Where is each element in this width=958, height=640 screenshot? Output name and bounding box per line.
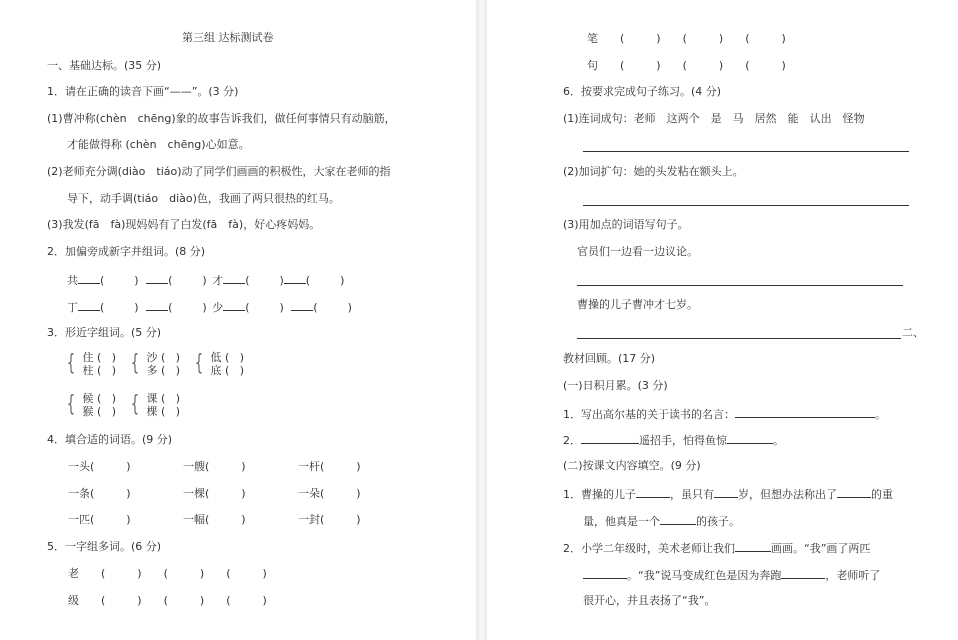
section-heading: 教材回顾。(17 分) [563,352,656,365]
document-page-right [487,0,958,640]
question-text: 官员们一边看一边议论。 [577,245,698,258]
char: 猴 [82,405,94,418]
measure-word-item: 一条( ) [68,487,131,500]
page-gutter [476,0,487,640]
paren: ) [279,301,284,314]
answer-line[interactable] [577,338,901,339]
section-heading: 一、基础达标。(35 分) [47,59,162,72]
measure-word-item: 一棵( ) [183,487,246,500]
paren: ) [202,274,207,287]
brace-icon: { [66,351,76,376]
similar-char-pair: { 沙 ( ) 多 ( ) [130,351,181,377]
question-heading: 5．一字组多词。(6 分) [47,540,162,553]
question-heading: 3．形近字组词。(5 分) [47,326,162,339]
char: 丁 [67,301,78,314]
answer-blank[interactable] [837,486,871,498]
char: 才 [212,274,224,287]
answer-blank[interactable] [146,299,168,311]
answer-blank[interactable] [581,432,639,444]
paren: ) [134,274,139,287]
question-text: (1)曹冲称(chèn chēng)象的故事告诉我们，做任何事情只有动脑筋， [47,112,396,125]
answer-blank[interactable] [583,567,627,579]
measure-word-item: 一朵( ) [298,487,361,500]
brace-icon: { [66,392,76,417]
question-text: 1．写出高尔基的关于读书的名言： 。 [563,408,886,421]
paren: ) [279,274,284,287]
paren: ) [134,301,139,314]
answer-blank[interactable] [146,272,168,284]
answer-blank[interactable] [223,299,245,311]
section-number: 二、 [902,326,924,339]
answer-blank[interactable] [291,299,313,311]
char: 共 [67,274,78,287]
paren: ) [340,274,345,287]
answer-blank[interactable] [223,272,245,284]
paren: ( [168,274,173,287]
question-text: 才能做得称 (chèn chēng)心如意。 [67,138,250,151]
measure-word-item: 一匹( ) [68,513,131,526]
paren: ( [245,301,250,314]
brace-icon: { [194,351,204,376]
question-heading: 2．加偏旁成新字并组词。(8 分) [47,245,206,258]
question-heading: 1．请在正确的读音下画“——”。(3 分) [47,85,239,98]
word-group-row: 笔 ( ) ( ) ( ) [587,32,786,45]
question-text: (2)老师充分调(diào tiáo)动了同学们画画的积极性，大家在老师的指 [47,165,391,178]
radical-row [67,272,344,288]
answer-blank[interactable] [735,540,771,552]
word-group-row: 老 ( ) ( ) ( ) [68,567,267,580]
question-text: 曹操的儿子曹冲才七岁。 [577,298,698,311]
answer-blank[interactable] [284,272,306,284]
measure-word-item: 一封( ) [298,513,361,526]
subsection-heading: (二)按课文内容填空。(9 分) [563,459,701,472]
question-heading: 6．按要求完成句子练习。(4 分) [563,85,722,98]
paren: ( [305,274,311,287]
question-text: (2)加词扩句：她的头发粘在额头上。 [563,165,744,178]
char: 住 [82,351,94,364]
paren: ( [168,301,173,314]
answer-line[interactable] [577,285,903,286]
similar-char-pair: { 候 ( ) 猴 ( ) [66,392,117,418]
answer-blank[interactable] [78,299,100,311]
question-heading: 4．填合适的词语。(9 分) [47,433,173,446]
char: 多 [146,364,158,377]
brace-icon: { [130,351,140,376]
char: 候 [82,392,94,405]
measure-word-item: 一艘( ) [183,460,246,473]
char: 级 [68,594,79,607]
char: 老 [68,567,79,580]
paren: ( [100,274,105,287]
question-text: (3)用加点的词语写句子。 [563,218,689,231]
question-text: 2． 遥招手，怕得鱼惊 。 [563,434,784,447]
answer-blank[interactable] [660,513,696,525]
char: 底 [210,364,222,377]
radical-row [67,299,352,315]
char: 句 [587,59,598,72]
char: 少 [212,301,224,314]
question-text: 量，他真是一个 的孩子。 [583,515,740,528]
paren: ) [347,301,352,314]
question-text: (3)我发(fā fà)现妈妈有了白发(fā fà)，好心疼妈妈。 [47,218,321,231]
measure-word-item: 一杆( ) [298,460,361,473]
page-title: 第三组 达标测试卷 [182,31,274,44]
similar-char-pair: { 课 ( ) 棵 ( ) [130,392,181,418]
word-group-row: 级 ( ) ( ) ( ) [68,594,267,607]
paren: ( [245,274,250,287]
char: 柱 [82,364,94,377]
answer-blank[interactable] [735,406,875,418]
answer-blank[interactable] [781,567,825,579]
paren: ) [202,301,207,314]
paren: ( [100,301,105,314]
char: 低 [210,351,222,364]
answer-blank[interactable] [78,272,100,284]
answer-line[interactable] [583,151,909,152]
answer-line[interactable] [583,205,909,206]
question-text: 很开心，并且表扬了“我”。 [583,594,716,607]
char: 沙 [146,351,158,364]
similar-char-pair: { 低 ( ) 底 ( ) [194,351,245,377]
similar-char-pair: { 住 ( ) 柱 ( ) [66,351,117,377]
measure-word-item: 一幅( ) [183,513,246,526]
question-text: 。“我”说马变成红色是因为奔跑 ，老师听了 [583,567,880,583]
answer-blank[interactable] [714,486,738,498]
char: 笔 [587,32,598,45]
question-text: 1．曹操的儿子 ，虽只有 岁，但想办法称出了 的重 [563,488,893,501]
question-text: 导下，动手调(tiáo diào)色，我画了两只很热的红马。 [67,192,340,205]
question-text: 2．小学二年级时，美术老师让我们 画画。“我”画了两匹 [563,542,871,555]
answer-blank[interactable] [727,432,773,444]
document-page-left [0,0,476,640]
answer-blank[interactable] [636,486,670,498]
subsection-heading: (一)日积月累。(3 分) [563,379,668,392]
word-group-row: 句 ( ) ( ) ( ) [587,59,786,72]
measure-word-item: 一头( ) [68,460,131,473]
brace-icon: { [130,392,140,417]
char: 棵 [146,405,158,418]
char: 课 [146,392,158,405]
paren: ( [313,301,318,314]
question-text: (1)连词成句：老师 这两个 是 马 居然 能 认出 怪物 [563,112,865,125]
